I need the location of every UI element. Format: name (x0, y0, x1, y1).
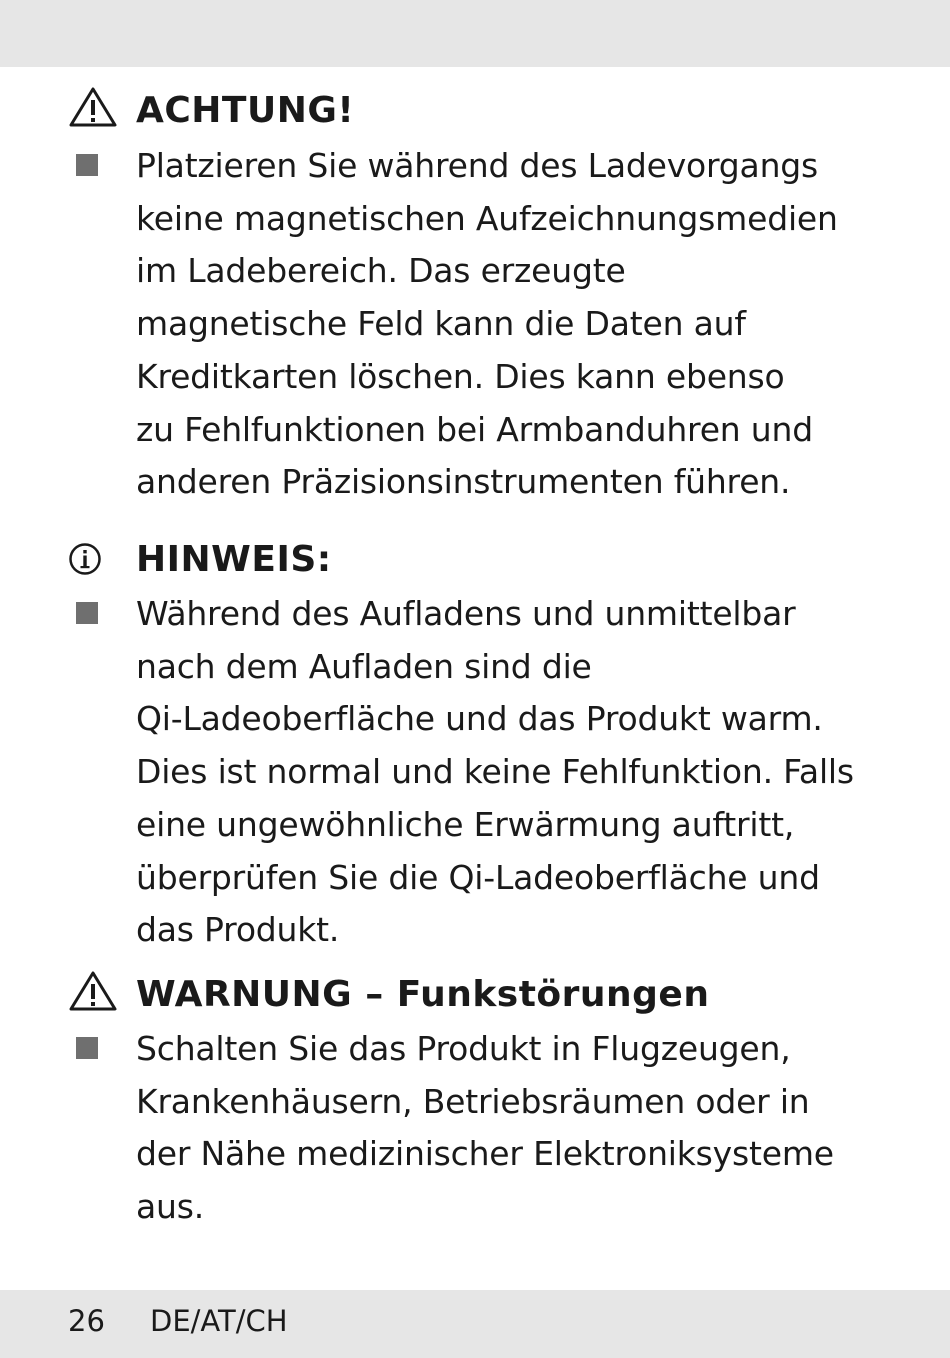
text-line: aus. (136, 1187, 205, 1227)
text-line: Kreditkarten löschen. Dies kann ebenso (136, 356, 785, 396)
hinweis-text (136, 588, 856, 957)
bullet-square (76, 602, 98, 624)
text-line: zu Fehlfunktionen bei Armbanduhren und (136, 409, 813, 449)
text-line: der Nähe medizinischer Elektroniksysteme (136, 1134, 834, 1174)
header-band (0, 0, 950, 67)
text-line: Krankenhäusern, Betriebsräumen oder in (136, 1081, 810, 1121)
text-line: im Ladebereich. Das erzeugte (136, 251, 626, 291)
text-line: Platzieren Sie während des Ladevorgangs (136, 146, 819, 185)
bullet-square (76, 1037, 98, 1059)
warnung-text (136, 1023, 856, 1234)
hinweis-heading: HINWEIS: (136, 539, 332, 580)
achtung-text (136, 140, 856, 509)
warning-triangle-icon (68, 86, 118, 128)
region-label: DE/AT/CH (150, 1304, 288, 1338)
text-line: eine ungewöhnliche Erwärmung auftritt, (136, 804, 795, 844)
page-number: 26 (68, 1304, 105, 1338)
info-circle-icon (68, 542, 102, 576)
text-line: überprüfen Sie die Qi-Ladeoberfläche und (136, 857, 820, 897)
text-line: magnetische Feld kann die Daten auf (136, 304, 746, 344)
text-line: Qi-Ladeoberfläche und das Produkt warm. (136, 699, 823, 739)
warning-triangle-icon (68, 970, 118, 1012)
text-line: das Produkt. (136, 910, 340, 950)
warnung-heading: WARNUNG – Funkstörungen (136, 974, 710, 1015)
footer-band (0, 1290, 950, 1358)
text-line: anderen Präzisionsinstrumenten führen. (136, 462, 791, 502)
bullet-square (76, 154, 98, 176)
achtung-heading: ACHTUNG! (136, 90, 355, 131)
text-line: nach dem Aufladen sind die (136, 646, 592, 686)
text-line: Schalten Sie das Produkt in Flugzeugen, (136, 1029, 791, 1068)
text-line: Während des Aufladens und unmittelbar (136, 594, 796, 633)
text-line: Dies ist normal und keine Fehlfunktion. Falls (136, 752, 854, 792)
text-line: keine magnetischen Aufzeichnungsmedien (136, 198, 838, 238)
